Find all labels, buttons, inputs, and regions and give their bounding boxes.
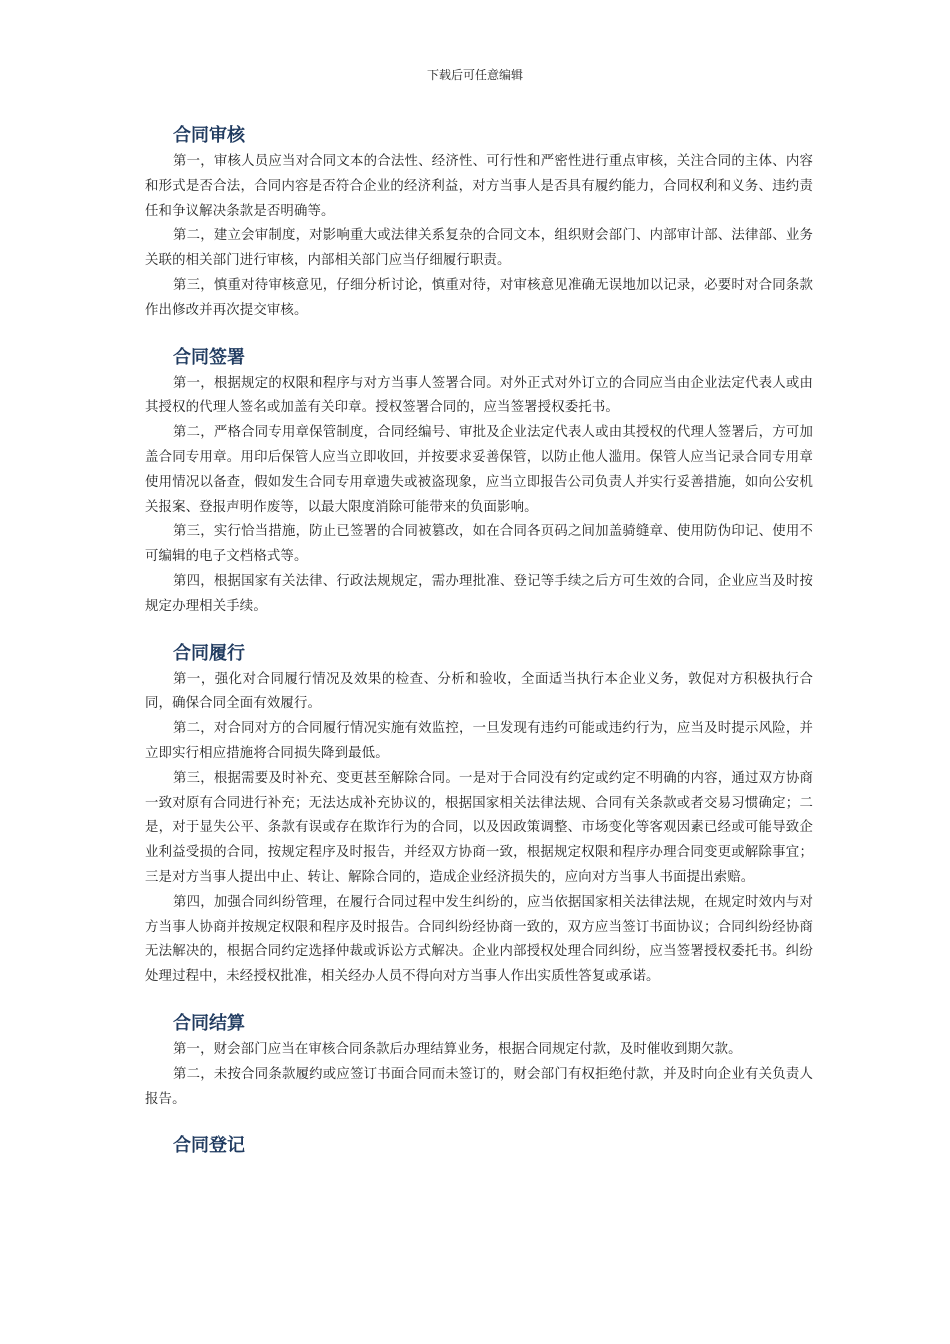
paragraph: 第二，严格合同专用章保管制度，合同经编号、审批及企业法定代表人或由其授权的代理人签署后，方可加盖合同专用章。用印后保管人应当立即收回，并按要求妥善保管，以防止他人滥用。保管人应当记录合同专用章使用情况以备查，假如发生合同专用章遗失或被盗现象，应当立即报告公司负责人并实行妥善措施，如向公安机关报案、登报声明作废等，以最大限度消除可能带来的负面影响。: [145, 425, 813, 515]
paragraph: 第三，根据需要及时补充、变更甚至解除合同。一是对于合同没有约定或约定不明确的内容，通过双方协商一致对原有合同进行补充；无法达成补充协议的，根据国家相关法律法规、合同有关条款或者交易习惯确定；二是，对于显失公平、条款有误或存在欺诈行为的合同，以及因政策调整、市场变化等客观因素已经或可能导致企业利益受损的合同，按规定程序及时报告，并经双方协商一致，根据规定权限和程序办理合同变更或解除事宜；三是对方当事人提出中止、转让、解除合同的，造成企业经济损失的，应向对方当事人书面提出索赔。: [145, 770, 813, 885]
section-title: 合同登记: [173, 1135, 245, 1157]
section-title: 合同审核: [173, 125, 245, 146]
section-contract-registration: [145, 1132, 813, 1160]
paragraph: 第三，慎重对待审核意见，仔细分析讨论，慎重对待，对审核意见准确无误地加以记录，必要时对合同条款作出修改并再次提交审核。: [145, 277, 813, 318]
section-contract-performance: [145, 640, 813, 990]
section-contract-settlement: [145, 1010, 813, 1112]
paragraph: 第四，根据国家有关法律、行政法规规定，需办理批准、登记等手续之后方可生效的合同，企业应当及时按规定办理相关手续。: [145, 573, 813, 614]
paragraph: 第一，强化对合同履行情况及效果的检查、分析和验收，全面适当执行本企业义务，敦促对方积极执行合同，确保合同全面有效履行。: [145, 671, 813, 712]
paragraph: 第一，根据规定的权限和程序与对方当事人签署合同。对外正式对外订立的合同应当由企业法定代表人或由其授权的代理人签名或加盖有关印章。授权签署合同的，应当签署授权委托书。: [145, 375, 813, 416]
section-title: 合同签署: [173, 346, 245, 368]
paragraph: 第二，建立会审制度，对影响重大或法律关系复杂的合同文本，组织财会部门、内部审计部、法律部、业务关联的相关部门进行审核，内部相关部门应当仔细履行职责。: [145, 228, 813, 269]
paragraph: 第一，审核人员应当对合同文本的合法性、经济性、可行性和严密性进行重点审核，关注合同的主体、内容和形式是否合法，合同内容是否符合企业的经济利益，对方当事人是否具有履约能力，合同权利和义务、违约责任和争议解决条款是否明确等。: [145, 154, 813, 219]
paragraph: 第三，实行恰当措施，防止已签署的合同被篡改，如在合同各页码之间加盖骑缝章、使用防伪印记、使用不可编辑的电子文档格式等。: [145, 524, 813, 565]
paragraph: 第四，加强合同纠纷管理，在履行合同过程中发生纠纷的，应当依据国家相关法律法规，在规定时效内与对方当事人协商并按规定权限和程序及时报告。合同纠纷经协商一致的，双方应当签订书面协议；合同纠纷经协商无法解决的，根据合同约定选择仲裁或诉讼方式解决。企业内部授权处理合同纠纷，应当签署授权委托书。纠纷处理过程中，未经授权批准，相关经办人员不得向对方当事人作出实质性答复或承诺。: [145, 894, 813, 985]
document-body: [145, 122, 813, 1180]
paragraph: 第二，对合同对方的合同履行情况实施有效监控，一旦发现有违约可能或违约行为，应当及时提示风险，并立即实行相应措施将合同损失降到最低。: [145, 721, 813, 761]
paragraph: 第二，未按合同条款履约或应签订书面合同而未签订的，财会部门有权拒绝付款，并及时向企业有关负责人报告。: [145, 1066, 813, 1107]
paragraph: 第一，财会部门应当在审核合同条款后办理结算业务，根据合同规定付款，及时催收到期欠款。: [173, 1041, 742, 1057]
section-title: 合同履行: [173, 642, 245, 664]
page-header: 下载后可任意编辑: [426, 68, 523, 82]
section-contract-signing: [145, 344, 813, 620]
section-contract-review: [145, 122, 813, 324]
section-title: 合同结算: [173, 1012, 245, 1034]
